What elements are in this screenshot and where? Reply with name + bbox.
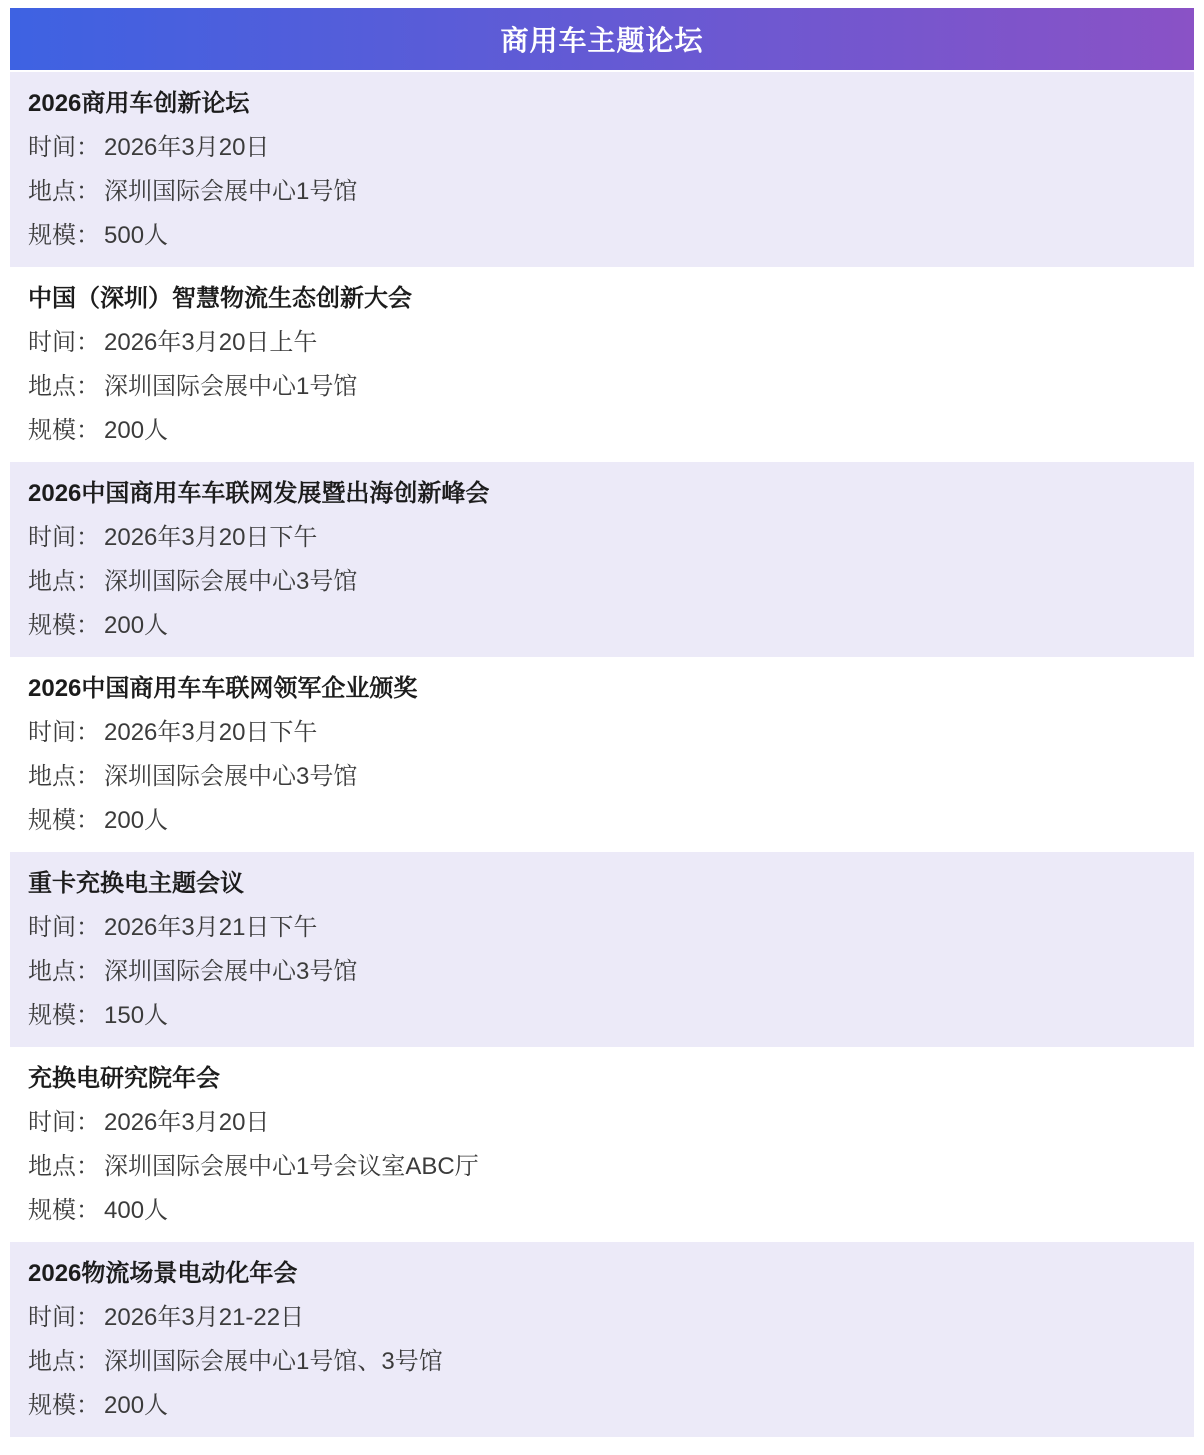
time-value: 2026年3月21日下午: [104, 914, 318, 941]
location-value: 深圳国际会展中心3号馆: [104, 568, 358, 595]
event-time-row: [28, 906, 1176, 950]
time-value: 2026年3月20日上午: [104, 329, 318, 356]
event-time-row: [28, 321, 1176, 365]
time-label: 时间：: [28, 914, 100, 941]
time-value: 2026年3月20日下午: [104, 524, 318, 551]
time-label: 时间：: [28, 1109, 100, 1136]
event-location-row: [28, 1340, 1176, 1384]
event-title: 2026商用车创新论坛: [28, 90, 250, 117]
scale-value: 200人: [104, 807, 169, 834]
section-header: [10, 8, 1194, 70]
event-title: 2026中国商用车车联网发展暨出海创新峰会: [28, 480, 490, 507]
event-scale-row: [28, 214, 1176, 258]
time-value: 2026年3月20日: [104, 1109, 270, 1136]
event-scale-row: [28, 1189, 1176, 1233]
event-location-row: [28, 950, 1176, 994]
location-value: 深圳国际会展中心1号馆: [104, 178, 358, 205]
scale-label: 规模：: [28, 807, 100, 834]
time-label: 时间：: [28, 134, 100, 161]
scale-label: 规模：: [28, 612, 100, 639]
event-time-row: [28, 516, 1176, 560]
location-label: 地点：: [28, 178, 100, 205]
time-label: 时间：: [28, 329, 100, 356]
scale-label: 规模：: [28, 1002, 100, 1029]
time-label: 时间：: [28, 524, 100, 551]
event-time-row: [28, 711, 1176, 755]
event-card: [10, 1047, 1194, 1242]
event-card: [10, 852, 1194, 1047]
location-value: 深圳国际会展中心1号会议室ABC厅: [104, 1153, 479, 1180]
scale-label: 规模：: [28, 417, 100, 444]
event-card: [10, 267, 1194, 462]
location-label: 地点：: [28, 958, 100, 985]
event-title: 重卡充换电主题会议: [28, 870, 244, 897]
time-value: 2026年3月21-22日: [104, 1304, 305, 1331]
section-title: 商用车主题论坛: [500, 25, 704, 56]
event-location-row: [28, 755, 1176, 799]
event-scale-row: [28, 1384, 1176, 1428]
event-location-row: [28, 1145, 1176, 1189]
time-label: 时间：: [28, 1304, 100, 1331]
scale-value: 500人: [104, 222, 169, 249]
scale-value: 200人: [104, 612, 169, 639]
event-card: [10, 72, 1194, 267]
scale-label: 规模：: [28, 1392, 100, 1419]
event-time-row: [28, 1296, 1176, 1340]
scale-value: 200人: [104, 417, 169, 444]
location-label: 地点：: [28, 763, 100, 790]
time-value: 2026年3月20日: [104, 134, 270, 161]
scale-value: 400人: [104, 1197, 169, 1224]
location-label: 地点：: [28, 1153, 100, 1180]
event-card: [10, 657, 1194, 852]
event-time-row: [28, 126, 1176, 170]
event-title: 2026物流场景电动化年会: [28, 1260, 298, 1287]
event-title: 2026中国商用车车联网领军企业颁奖: [28, 675, 418, 702]
scale-value: 200人: [104, 1392, 169, 1419]
location-value: 深圳国际会展中心1号馆: [104, 373, 358, 400]
location-label: 地点：: [28, 568, 100, 595]
event-title: 中国（深圳）智慧物流生态创新大会: [28, 285, 412, 312]
time-label: 时间：: [28, 719, 100, 746]
event-scale-row: [28, 994, 1176, 1038]
location-value: 深圳国际会展中心1号馆、3号馆: [104, 1348, 443, 1375]
event-time-row: [28, 1101, 1176, 1145]
event-scale-row: [28, 604, 1176, 648]
location-label: 地点：: [28, 1348, 100, 1375]
time-value: 2026年3月20日下午: [104, 719, 318, 746]
scale-label: 规模：: [28, 222, 100, 249]
location-label: 地点：: [28, 373, 100, 400]
scale-label: 规模：: [28, 1197, 100, 1224]
event-scale-row: [28, 409, 1176, 453]
event-scale-row: [28, 799, 1176, 843]
event-location-row: [28, 170, 1176, 214]
location-value: 深圳国际会展中心3号馆: [104, 763, 358, 790]
scale-value: 150人: [104, 1002, 169, 1029]
event-card: [10, 462, 1194, 657]
event-location-row: [28, 560, 1176, 604]
event-location-row: [28, 365, 1176, 409]
event-list: [10, 72, 1194, 1437]
event-title: 充换电研究院年会: [28, 1065, 220, 1092]
event-card: [10, 1242, 1194, 1437]
location-value: 深圳国际会展中心3号馆: [104, 958, 358, 985]
